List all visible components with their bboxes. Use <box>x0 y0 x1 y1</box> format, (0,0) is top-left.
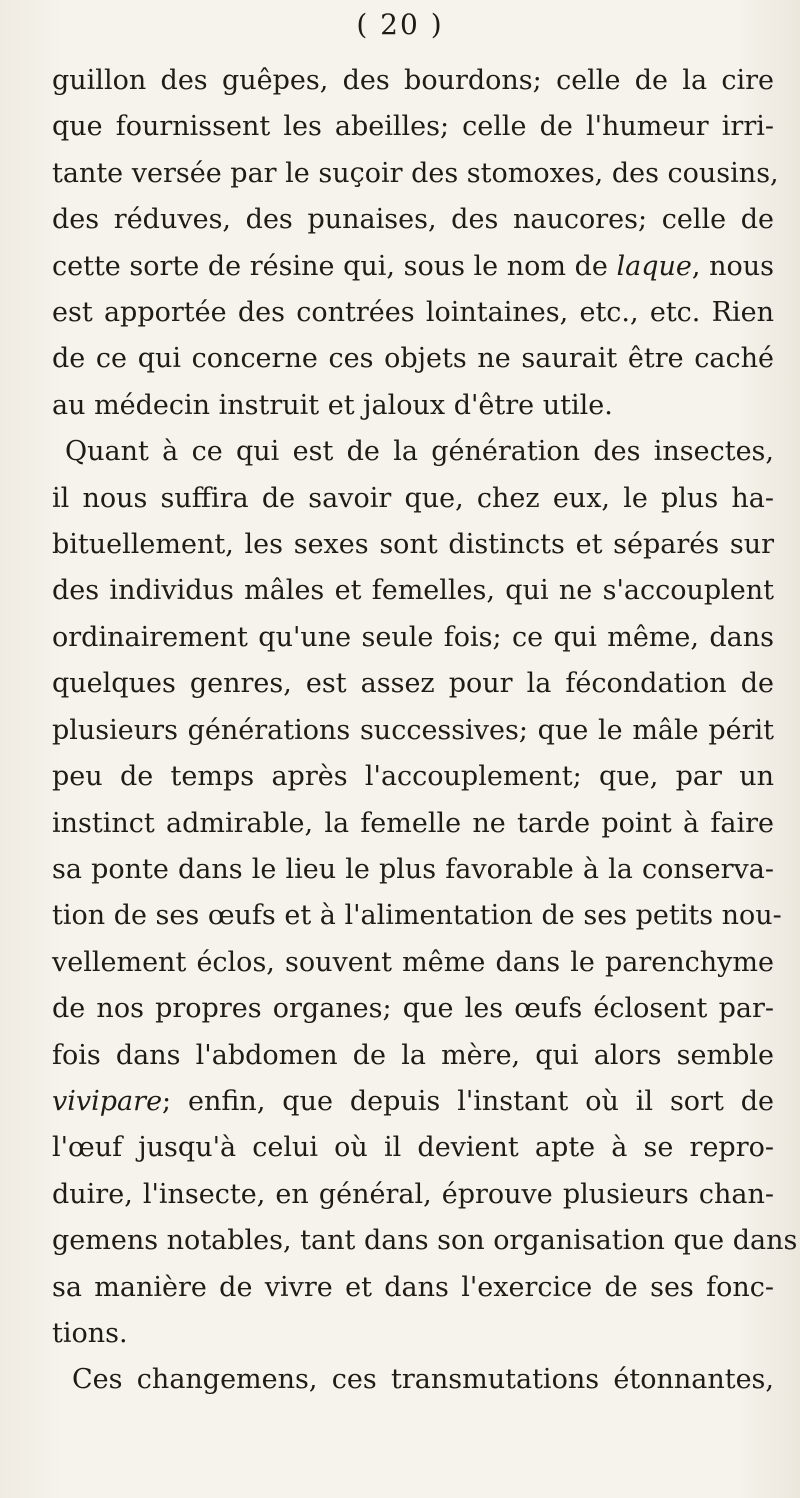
text-segment: , nous <box>691 250 774 282</box>
text-line: de ce qui concerne ces objets ne saurait être caché <box>52 343 774 375</box>
text-line: il nous suffira de savoir que, chez eux, le plus ha- <box>52 482 774 514</box>
text-line: des individus mâles et femelles, qui ne s'accouplent <box>52 575 774 607</box>
page-number: ( 20 ) <box>356 8 444 41</box>
text-line: tion de ses œufs et à l'alimentation de ses petits nou- <box>52 900 782 932</box>
text-line: que fournissent les abeilles; celle de l'humeur irri- <box>52 111 774 143</box>
body-text <box>52 58 798 1404</box>
text-line: quelques genres, est assez pour la fécondation de <box>52 668 774 700</box>
text-line: au médecin instruit et jaloux d'être utile. <box>52 389 613 421</box>
text-line: de nos propres organes; que les œufs éclosent par- <box>52 993 774 1025</box>
text-line: sa manière de vivre et dans l'exercice de ses fonc- <box>52 1271 774 1303</box>
italic-word-laque: laque <box>616 250 692 282</box>
text-line: des réduves, des punaises, des naucores; celle de <box>52 204 774 236</box>
text-line: gemens notables, tant dans son organisation que dans <box>52 1225 798 1257</box>
text-line: est apportée des contrées lointaines, etc., etc. Rien <box>52 297 774 329</box>
text-segment: cette sorte de résine qui, sous le nom de <box>52 250 617 282</box>
text-line: duire, l'insecte, en général, éprouve plusieurs chan- <box>52 1178 774 1210</box>
text-line: plusieurs générations successives; que le mâle périt <box>52 714 774 746</box>
text-line: l'œuf jusqu'à celui où il devient apte à se repro- <box>52 1132 774 1164</box>
text-line: tante versée par le suçoir des stomoxes, des cousins, <box>52 157 779 189</box>
text-line-with-italic <box>52 1079 774 1125</box>
italic-word-vivipare: vivipare <box>52 1085 163 1117</box>
text-line: vellement éclos, souvent même dans le parenchyme <box>52 946 774 978</box>
text-line: instinct admirable, la femelle ne tarde point à faire <box>52 807 774 839</box>
text-line: bituellement, les sexes sont distincts et séparés sur <box>52 529 774 561</box>
text-line-with-italic <box>52 244 774 290</box>
text-line: peu de temps après l'accouplement; que, par un <box>52 761 774 793</box>
paragraph-start-line: Quant à ce qui est de la génération des insectes, <box>65 436 774 468</box>
text-line: fois dans l'abdomen de la mère, qui alors semble <box>52 1039 774 1071</box>
text-segment: ; enfin, que depuis l'instant où il sort de <box>162 1085 774 1117</box>
paragraph-start-line: Ces changemens, ces transmutations étonnantes, <box>72 1364 774 1396</box>
text-line: ordinairement qu'une seule fois; ce qui même, dans <box>52 621 774 653</box>
text-line: tions. <box>52 1317 128 1349</box>
text-line: sa ponte dans le lieu le plus favorable à la conserva- <box>52 853 774 885</box>
text-line: guillon des guêpes, des bourdons; celle de la cire <box>52 65 774 96</box>
